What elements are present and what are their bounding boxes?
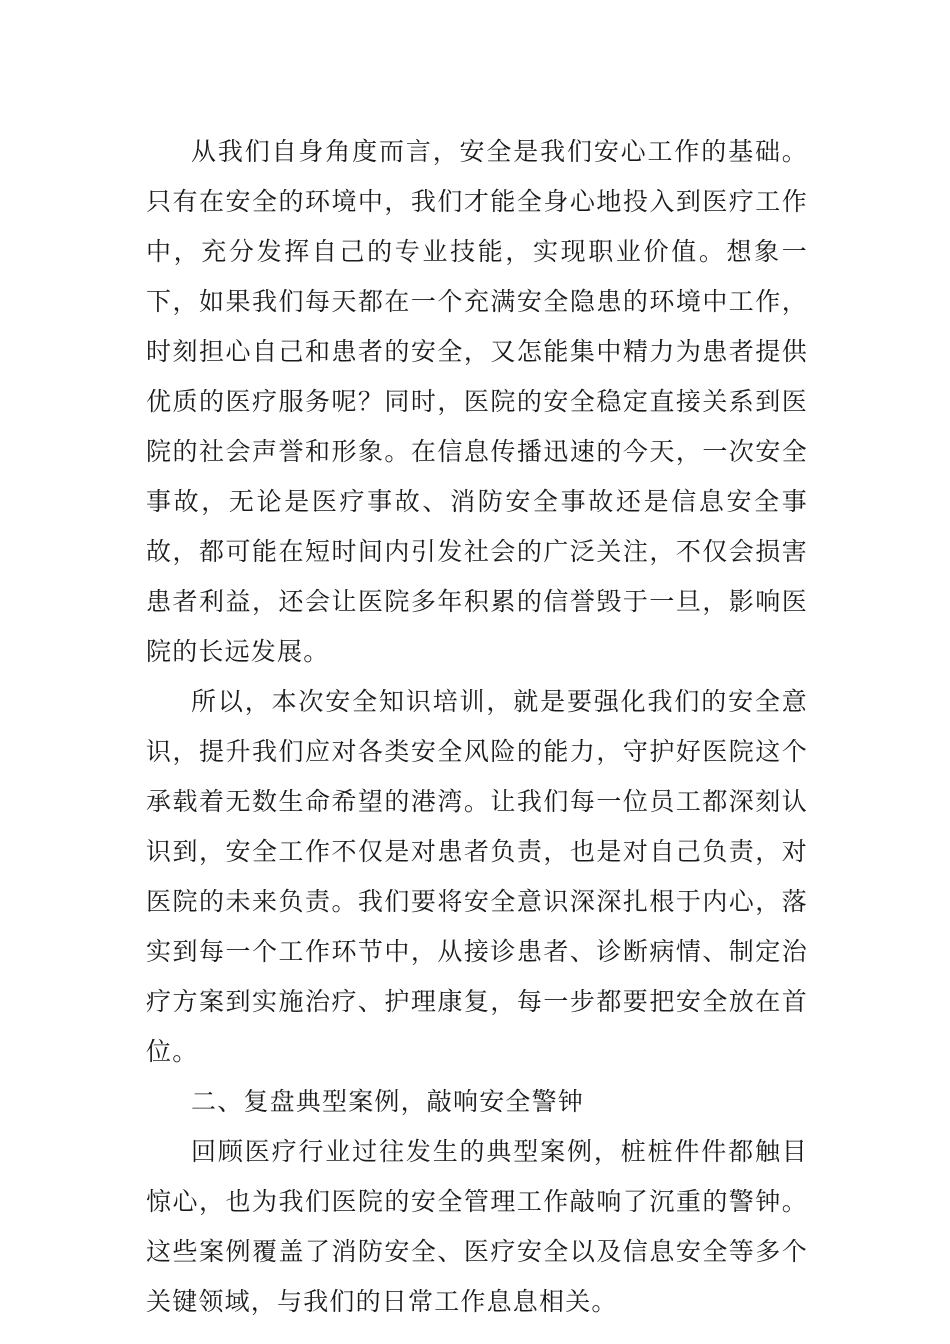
- paragraph-case-review: 回顾医疗行业过往发生的典型案例，桩桩件件都触目惊心，也为我们医院的安全管理工作敲响了沉重的警钟。这些案例覆盖了消防安全、医疗安全以及信息安全等多个关键领域，与我们的日常工作息息相关。: [146, 1137, 808, 1316]
- section-heading: 二、复盘典型案例，敲响安全警钟: [191, 1087, 585, 1116]
- paragraph-training-purpose: 所以，本次安全知识培训，就是要强化我们的安全意识，提升我们应对各类安全风险的能力，守护好医院这个承载着无数生命希望的港湾。让我们每一位员工都深刻认识到，安全工作不仅是对患者负责，也是对自己负责，对医院的未来负责。我们要将安全意识深深扎根于内心，落实到每一个工作环节中，从接诊患者、诊断病情、制定治疗方案到实施治疗、护理康复，每一步都要把安全放在首位。: [146, 687, 808, 1066]
- document-page: [146, 127, 808, 1327]
- paragraph-safety-foundation: 从我们自身角度而言，安全是我们安心工作的基础。只有在安全的环境中，我们才能全身心地投入到医疗工作中，充分发挥自己的专业技能，实现职业价值。想象一下，如果我们每天都在一个充满安全隐患的环境中工作，时刻担心自己和患者的安全，又怎能集中精力为患者提供优质的医疗服务呢？同时，医院的安全稳定直接关系到医院的社会声誉和形象。在信息传播迅速的今天，一次安全事故，无论是医疗事故、消防安全事故还是信息安全事故，都可能在短时间内引发社会的广泛关注，不仅会损害患者利益，还会让医院多年积累的信誉毁于一旦，影响医院的长远发展。: [146, 137, 808, 666]
